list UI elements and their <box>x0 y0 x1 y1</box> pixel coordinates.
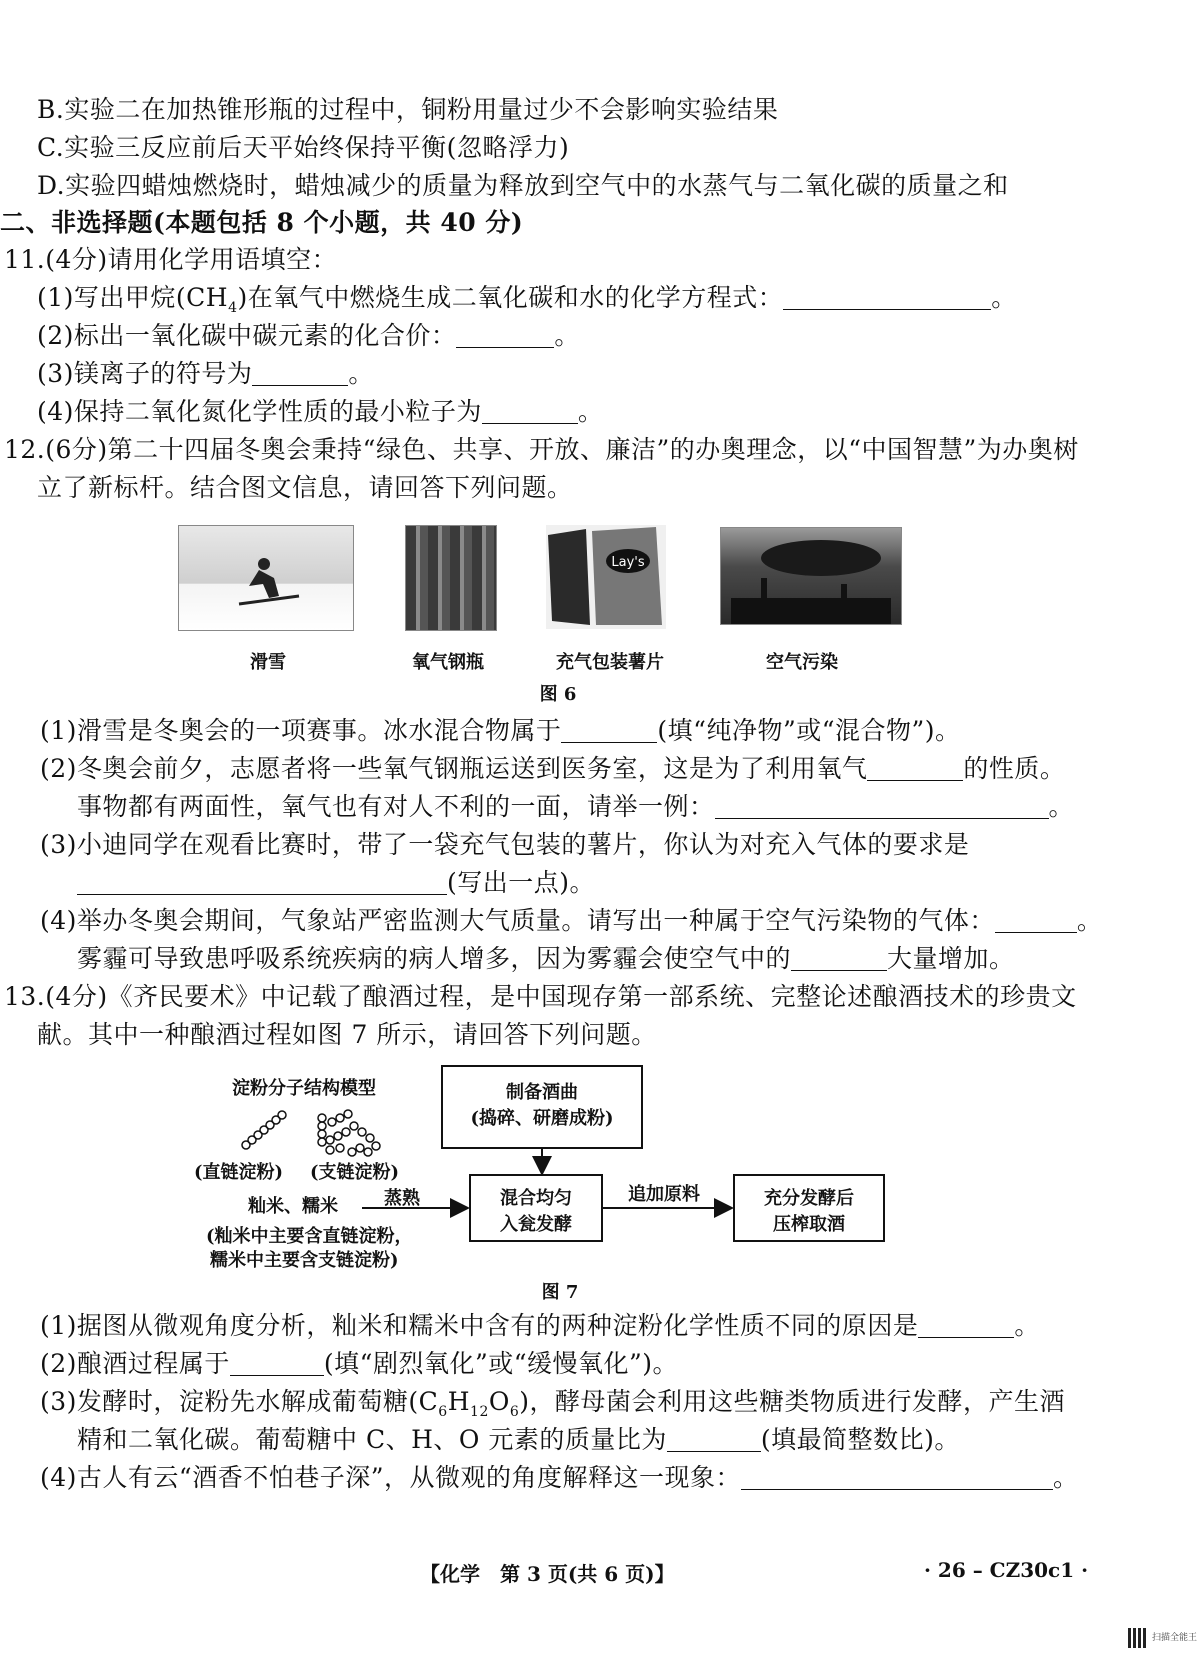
scanner-watermark: 扫描全能王 <box>1152 1633 1198 1643</box>
q12-part2-cont: 事物都有两面性，氧气也有对人不利的一面，请举一例： 。 <box>77 792 1075 821</box>
q11-part1: (1)写出甲烷$(CH_4)$在氧气中燃烧生成二氧化碳和水的化学方程式： 。 <box>37 283 1017 316</box>
mix-box-line1: 混合均匀 <box>500 1188 572 1209</box>
q12-part3-cont: (写出一点)。 <box>77 865 595 901</box>
branched-starch-label: (支链淀粉) <box>310 1162 400 1183</box>
figure-7-label: 图 7 <box>541 1282 579 1303</box>
option-c: C.实验三反应前后天平始终保持平衡(忽略浮力) <box>37 133 570 162</box>
press-box-line2: 压榨取酒 <box>773 1214 845 1235</box>
q12-stem-line2: 立了新标杆。结合图文信息，请回答下列问题。 <box>37 473 573 502</box>
caption-oxygen: 氧气钢瓶 <box>412 652 484 673</box>
q13-stem-line2: 献。其中一种酿酒过程如图 7 所示，请回答下列问题。 <box>37 1020 657 1049</box>
qr-code-icon <box>1128 1628 1148 1648</box>
q11-part3: (3)镁离子的符号为 。 <box>37 359 374 388</box>
straight-starch-label: (直链淀粉) <box>194 1162 284 1183</box>
chip-brand-text: Lay's <box>611 555 645 570</box>
rice-label: 籼米、糯米 <box>248 1196 338 1217</box>
q11-stem: 11.(4分)请用化学用语填空： <box>4 245 338 274</box>
straight-starch-model <box>242 1111 286 1149</box>
rice-note-line2: 糯米中主要含支链淀粉) <box>210 1250 399 1271</box>
q13-stem-line1: 13.(4分)《齐民要术》中记载了酿酒过程，是中国现存第一部系统、完整论述酿酒技术的珍贵文 <box>4 982 1077 1011</box>
press-box-line1: 充分发酵后 <box>764 1188 854 1209</box>
q12-part4: (4)举办冬奥会期间，气象站严密监测大气质量。请写出一种属于空气污染物的气体： 。 <box>40 906 1103 935</box>
q13-part3-cont: 精和二氧化碳。葡萄糖中 C、H、O 元素的质量比为 (填最简整数比)。 <box>77 1425 960 1454</box>
add-material-label: 追加原料 <box>628 1184 700 1205</box>
caption-skiing: 滑雪 <box>250 652 286 673</box>
yeast-box-line2: (捣碎、研磨成粉) <box>470 1108 614 1129</box>
q12-part4-cont: 雾霾可导致患呼吸系统疾病的病人增多，因为雾霾会使空气中的 大量增加。 <box>77 944 1015 973</box>
q13-part4: (4)古人有云“酒香不怕巷子深”，从微观的角度解释这一现象： 。 <box>40 1463 1079 1492</box>
option-d: D.实验四蜡烛燃烧时，蜡烛减少的质量为释放到空气中的水蒸气与二氧化碳的质量之和 <box>37 171 1009 200</box>
steam-label: 蒸熟 <box>384 1188 420 1209</box>
q12-part1: (1)滑雪是冬奥会的一项赛事。冰水混合物属于 (填“纯净物”或“混合物”)。 <box>40 716 961 745</box>
q13-part3: (3)发酵时，淀粉先水解成葡萄糖$(C_6H_{12}O_6)$，酵母菌会利用这些糖类物质进行发酵，产生酒 <box>40 1387 1066 1420</box>
section-title: 二、非选择题(本题包括 8 个小题，共 40 分) <box>0 208 524 237</box>
branched-starch-model <box>318 1110 380 1156</box>
answer-blank[interactable] <box>918 1313 1014 1338</box>
answer-blank[interactable] <box>667 1427 761 1452</box>
figure-6-label: 图 6 <box>539 684 577 705</box>
mix-box-line2: 入瓮发酵 <box>500 1214 572 1235</box>
page-footer: 【化学 第 3 页(共 6 页)】 <box>420 1562 675 1586</box>
q12-part3: (3)小迪同学在观看比赛时，带了一袋充气包装的薯片，你认为对充入气体的要求是 <box>40 830 970 859</box>
q11-part2: (2)标出一氧化碳中碳元素的化合价： 。 <box>37 321 580 350</box>
rice-note-line1: (籼米中主要含直链淀粉， <box>206 1226 413 1247</box>
starch-model-title: 淀粉分子结构模型 <box>232 1078 376 1099</box>
q13-part1: (1)据图从微观角度分析，籼米和糯米中含有的两种淀粉化学性质不同的原因是 。 <box>40 1311 1040 1340</box>
option-b: B.实验二在加热锥形瓶的过程中，铜粉用量过少不会影响实验结果 <box>37 95 779 124</box>
q11-part4: (4)保持二氧化氮化学性质的最小粒子为 。 <box>37 397 604 426</box>
q12-stem-line1: 12.(6分)第二十四届冬奥会秉持“绿色、共享、开放、廉洁”的办奥理念，以“中国智慧”为办奥树 <box>4 435 1079 464</box>
page-code: · 26 – CZ30c1 · <box>924 1558 1089 1582</box>
q12-part2: (2)冬奥会前夕，志愿者将一些氧气钢瓶运送到医务室，这是为了利用氧气 的性质。 <box>40 754 1066 783</box>
answer-blank[interactable] <box>230 1351 324 1376</box>
answer-blank[interactable] <box>741 1465 1053 1490</box>
caption-chips: 充气包装薯片 <box>556 652 664 673</box>
yeast-box-line1: 制备酒曲 <box>506 1082 578 1103</box>
caption-pollution: 空气污染 <box>766 652 838 673</box>
q13-part2: (2)酿酒过程属于 (填“剧烈氧化”或“缓慢氧化”)。 <box>40 1349 679 1378</box>
